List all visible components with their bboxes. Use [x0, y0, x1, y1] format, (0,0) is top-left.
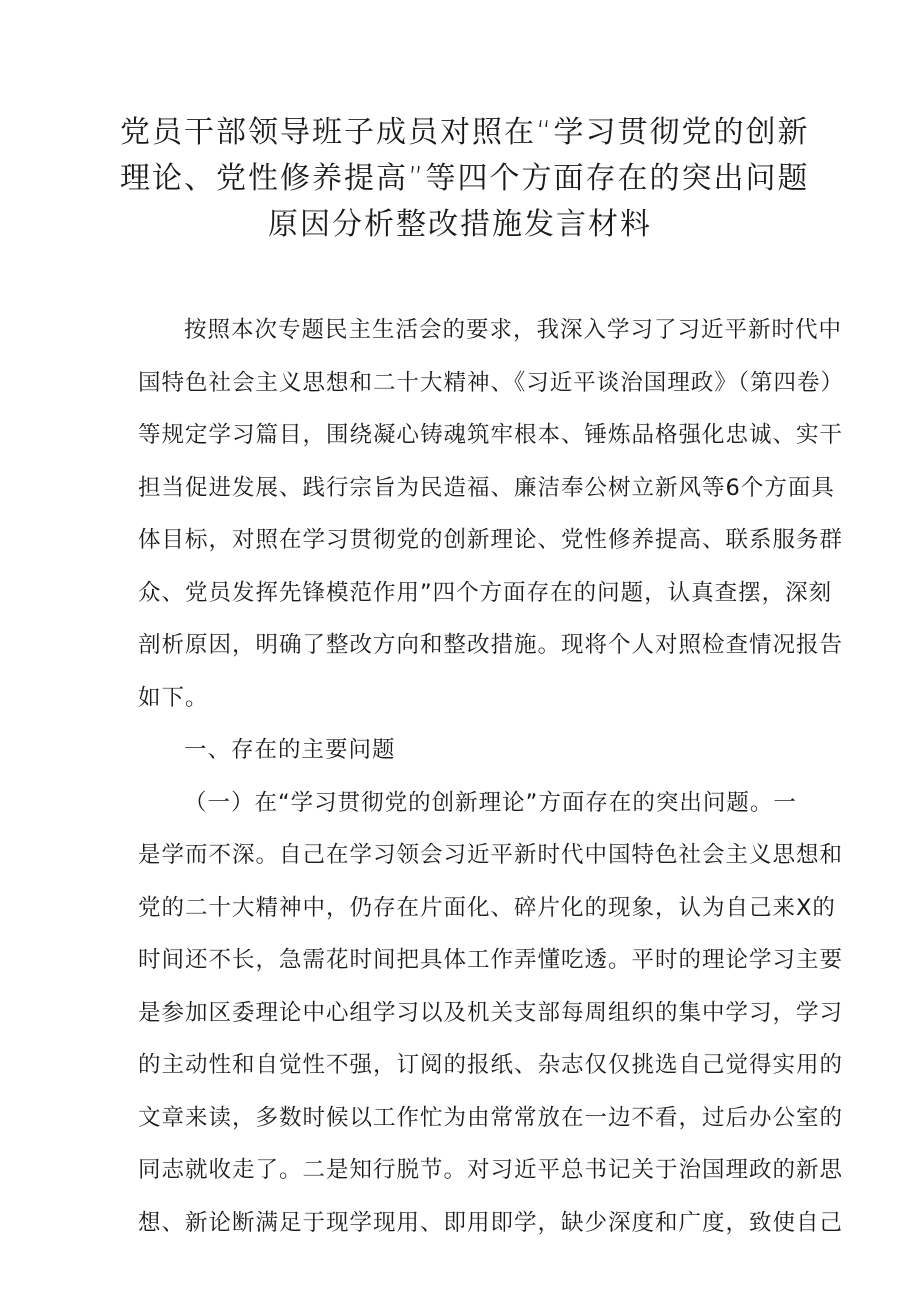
text-line: 的主动性和自觉性不强，订阅的报纸、杂志仅仅挑选自己觉得实用的: [138, 1052, 844, 1078]
text-line: 党的二十大精神中，仍存在片面化、碎片化的现象，认为自己来X的: [138, 894, 836, 921]
text-line: 时间还不长，急需花时间把具体工作弄懂吃透。平时的理论学习主要: [138, 947, 844, 973]
text-line: 是学而不深。自己在学习领会习近平新时代中国特色社会主义思想和: [138, 842, 844, 868]
text-line: 等规定学习篇目，围绕凝心铸魂筑牢根本、锤炼品格强化忠诚、实干: [138, 422, 844, 448]
text-line: 想、新论断满足于现学现用、即用即学，缺少深度和广度，致使自己: [138, 1209, 844, 1236]
text-line: （一）在“学习贯彻党的创新理论”方面存在的突出问题。一: [184, 789, 797, 816]
text-line: 文章来读，多数时候以工作忙为由常常放在一边不看，过后办公室的: [138, 1104, 844, 1131]
text-line: 同志就收走了。二是知行脱节。对习近平总书记关于治国理政的新思: [138, 1157, 844, 1183]
title-line: 原因分析整改措施发言材料: [268, 207, 652, 242]
document-title: [120, 110, 810, 248]
document-body: [138, 304, 845, 1249]
title-line: 理论、党性修养提高”等四个方面存在的突出问题: [120, 161, 810, 196]
text-line: 按照本次专题民主生活会的要求，我深入学习了习近平新时代中: [184, 317, 843, 343]
text-line: 国特色社会主义思想和二十大精神、《习近平谈治国理政》（第四卷）: [138, 369, 845, 396]
text-line: 是参加区委理论中心组学习以及机关支部每周组织的集中学习，学习: [138, 999, 844, 1026]
text-line: 众、党员发挥先锋模范作用”四个方面存在的问题，认真查摆，深刻: [138, 579, 833, 606]
section-heading: 一、存在的主要问题: [184, 737, 396, 763]
text-line: 如下。: [138, 684, 209, 711]
text-line: 剖析原因，明确了整改方向和整改措施。现将个人对照检查情况报告: [138, 632, 844, 658]
text-line: 体目标，对照在学习贯彻党的创新理论、党性修养提高、联系服务群: [138, 527, 844, 553]
text-line: 担当促进发展、践行宗旨为民造福、廉洁奉公树立新风等6个方面具: [138, 474, 835, 501]
title-line: 党员干部领导班子成员对照在“学习贯彻党的创新: [120, 115, 810, 150]
